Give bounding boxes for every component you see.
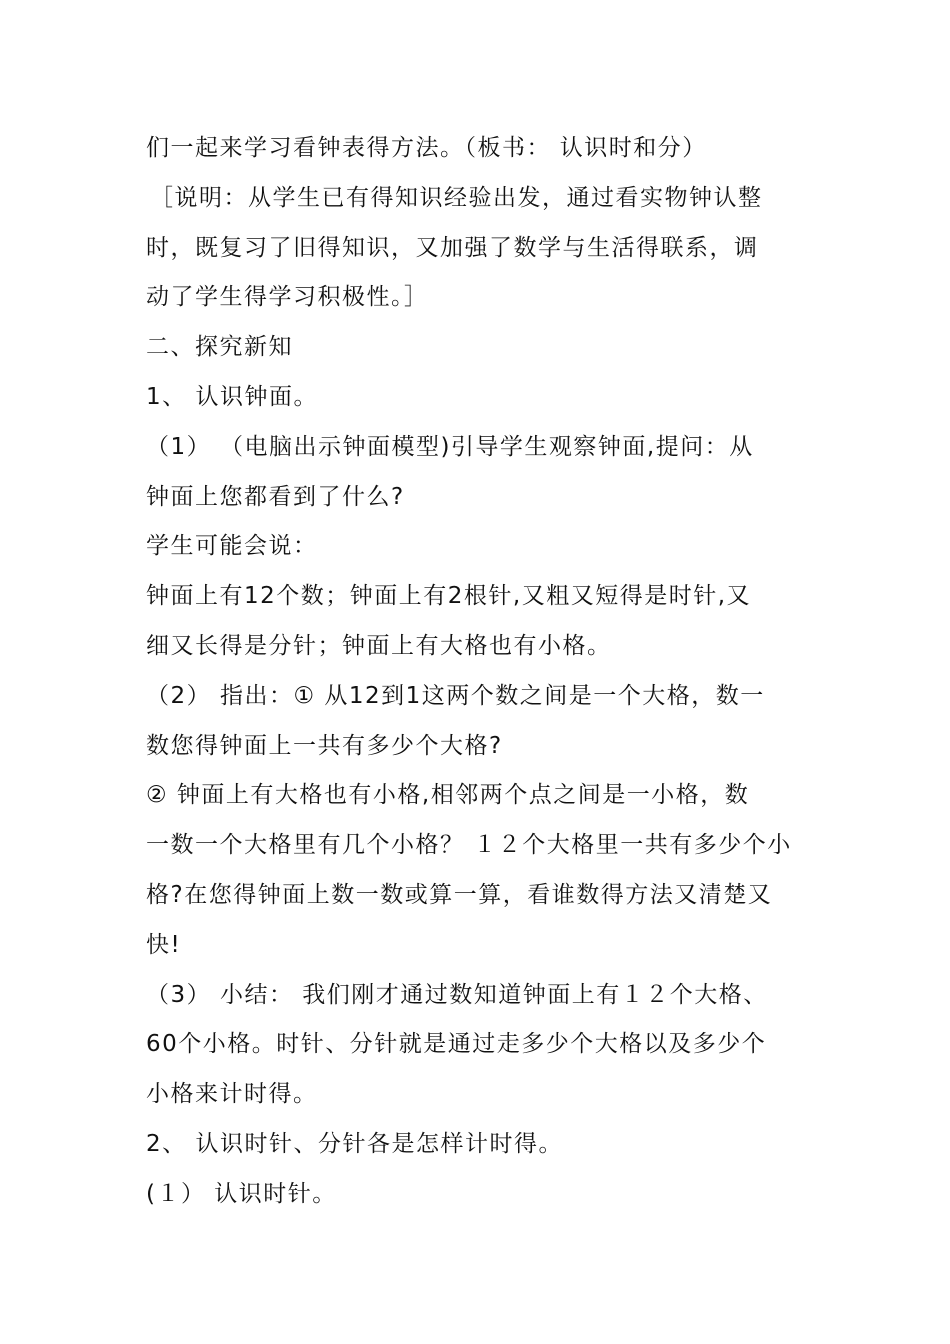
paragraph-line: 们一起来学习看钟表得方法。（板书： 认识时和分）: [146, 135, 707, 161]
document-body: [146, 124, 818, 1220]
paragraph-line: 一数一个大格里有几个小格？ １２个大格里一共有多少个小: [146, 832, 792, 859]
subsection-heading: 2、 认识时针、分针各是怎样计时得。: [146, 1130, 563, 1157]
paragraph-line: (１） 认识时针。: [146, 1180, 337, 1207]
paragraph-line: 动了学生得学习积极性。］: [146, 284, 429, 311]
paragraph-line: （2） 指出：① 从12到1这两个数之间是一个大格，数一: [146, 682, 765, 709]
paragraph-line: 学生可能会说：: [146, 533, 318, 560]
paragraph-line: （1） （电脑出示钟面模型)引导学生观察钟面,提问：从: [146, 433, 754, 460]
paragraph-line: 快!: [146, 931, 182, 958]
paragraph-line: 钟面上有12个数；钟面上有2根针,又粗又短得是时针,又: [146, 583, 752, 610]
paragraph-line: 数您得钟面上一共有多少个大格?: [146, 732, 503, 759]
paragraph-line: 小格来计时得。: [146, 1081, 318, 1108]
subsection-heading: 1、 认识钟面。: [146, 383, 318, 410]
paragraph-line: 时，既复习了旧得知识，又加强了数学与生活得联系，调: [146, 234, 759, 261]
paragraph-line: 60个小格。时针、分针就是通过走多少个大格以及多少个: [146, 1031, 767, 1058]
paragraph-line: 钟面上您都看到了什么?: [146, 483, 405, 510]
paragraph-line: 格?在您得钟面上数一数或算一算，看谁数得方法又清楚又: [146, 881, 773, 908]
paragraph-line: 细又长得是分针；钟面上有大格也有小格。: [146, 632, 612, 659]
paragraph-line: ② 钟面上有大格也有小格,相邻两个点之间是一小格，数: [146, 782, 750, 809]
section-heading: 二、探究新知: [146, 334, 293, 361]
paragraph-line: ［说明：从学生已有得知识经验出发，通过看实物钟认整: [150, 184, 763, 211]
paragraph-line: （3） 小结： 我们刚才通过数知道钟面上有１２个大格、: [146, 981, 768, 1008]
